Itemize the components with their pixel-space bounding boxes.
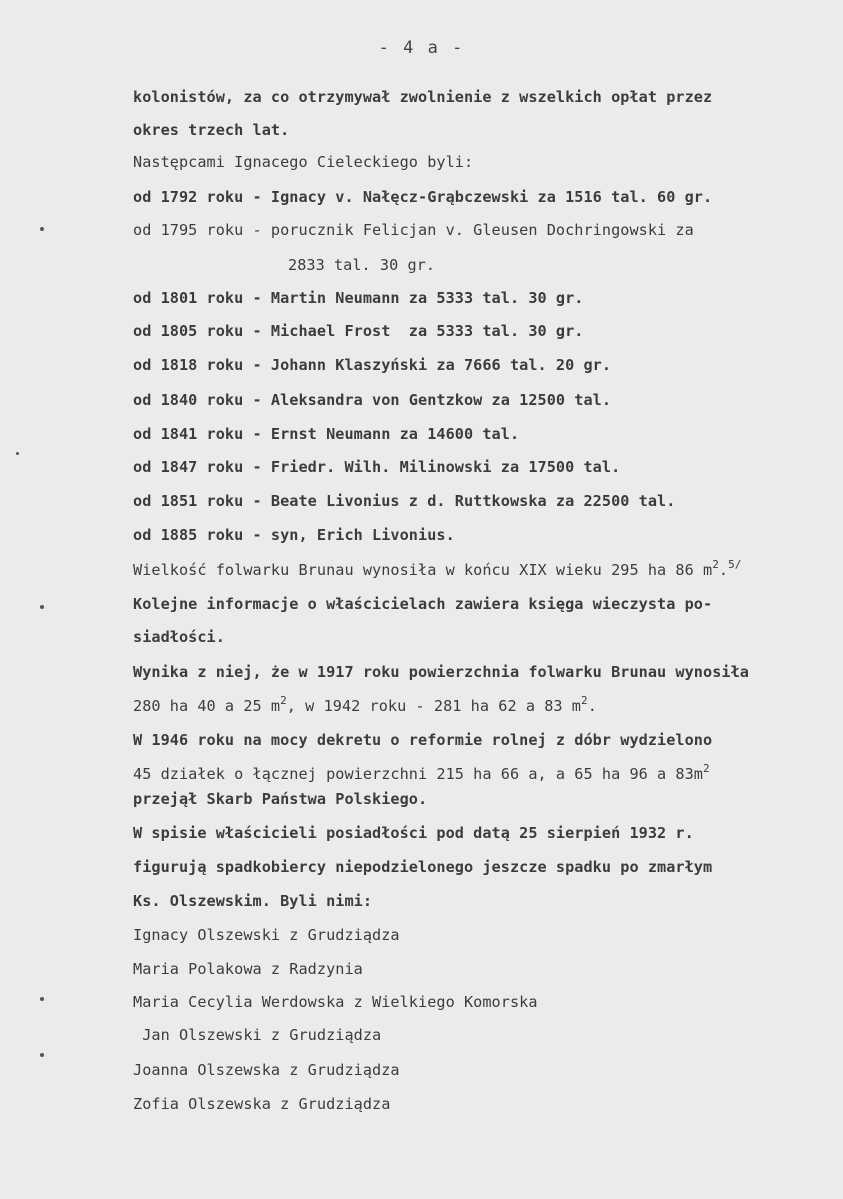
superscript: 2	[280, 694, 287, 707]
text-line-1: kolonistów, za co otrzymywał zwolnienie z wszelkich opłat przez	[133, 88, 713, 106]
text-line-16: Kolejne informacje o właścicielach zawiera księga wieczysta po-	[133, 595, 713, 613]
margin-dot	[40, 997, 44, 1001]
owner-line-1841: od 1841 roku - Ernst Neumann za 14600 tal.	[133, 425, 520, 443]
owner-line-1792: od 1792 roku - Ignacy v. Nałęcz-Grąbczewski za 1516 tal. 60 gr.	[133, 188, 713, 206]
text-tail: , w 1942 roku - 281 ha 62 a 83 m	[286, 697, 581, 715]
owner-line-1801: od 1801 roku - Martin Neumann za 5333 tal. 30 gr.	[133, 289, 584, 307]
page-number: - 4 a -	[378, 38, 465, 58]
margin-dot	[40, 1053, 44, 1057]
text-line-18: Wynika z niej, że w 1917 roku powierzchnia folwarku Brunau wynosiła	[133, 663, 749, 681]
owner-line-1795: od 1795 roku - porucznik Felicjan v. Gleusen Dochringowski za	[133, 221, 694, 239]
text-tail: .	[587, 697, 597, 715]
owner-line-1840: od 1840 roku - Aleksandra von Gentzkow za 12500 tal.	[133, 391, 612, 409]
heir-line-1: Ignacy Olszewski z Grudziądza	[133, 926, 400, 944]
owner-line-1795-cont: 2833 tal. 30 gr.	[288, 256, 436, 274]
text-line-25: Ks. Olszewskim. Byli nimi:	[133, 892, 373, 910]
text-line-area-xix	[133, 558, 742, 579]
heir-line-3: Maria Cecylia Werdowska z Wielkiego Komorska	[133, 993, 538, 1011]
heir-line-4: Jan Olszewski z Grudziądza	[133, 1026, 382, 1044]
heir-line-6: Zofia Olszewska z Grudziądza	[133, 1095, 391, 1113]
text-line-21	[133, 762, 710, 783]
text-line-20: W 1946 roku na mocy dekretu o reformie rolnej z dóbr wydzielono	[133, 731, 713, 749]
text-line-17: siadłości.	[133, 628, 225, 646]
text-tail: .	[718, 561, 729, 579]
text-line-22: przejął Skarb Państwa Polskiego.	[133, 790, 428, 808]
owner-line-1885: od 1885 roku - syn, Erich Livonius.	[133, 526, 455, 544]
superscript: 2	[712, 558, 719, 571]
text-line-24: figurują spadkobiercy niepodzielonego jeszcze spadku po zmarłym	[133, 858, 713, 876]
text-line-23: W spisie właścicieli posiadłości pod datą 25 sierpień 1932 r.	[133, 824, 694, 842]
owner-line-1818: od 1818 roku - Johann Klaszyński za 7666 tal. 20 gr.	[133, 356, 612, 374]
superscript: 2	[703, 762, 710, 775]
superscript: 2	[581, 694, 588, 707]
text-main: 280 ha 40 a 25 m	[133, 697, 281, 715]
heir-line-2: Maria Polakowa z Radzynia	[133, 960, 363, 978]
text-line-2: okres trzech lat.	[133, 121, 290, 139]
margin-dot	[40, 605, 44, 609]
margin-dot	[16, 452, 19, 455]
text-line-3: Następcami Ignacego Cieleckiego byli:	[133, 153, 474, 171]
footnote-marker: 5/	[728, 558, 742, 571]
owner-line-1805: od 1805 roku - Michael Frost za 5333 tal. 30 gr.	[133, 322, 584, 340]
owner-line-1851: od 1851 roku - Beate Livonius z d. Ruttkowska za 22500 tal.	[133, 492, 676, 510]
text-main: Wielkość folwarku Brunau wynosiła w końcu XIX wieku 295 ha 86 m	[133, 561, 713, 579]
margin-dot	[40, 227, 44, 231]
owner-line-1847: od 1847 roku - Friedr. Wilh. Milinowski za 17500 tal.	[133, 458, 621, 476]
heir-line-5: Joanna Olszewska z Grudziądza	[133, 1061, 400, 1079]
text-main: 45 działek o łącznej powierzchni 215 ha 66 a, a 65 ha 96 a 83m	[133, 765, 704, 783]
text-line-area-1917	[133, 694, 597, 715]
